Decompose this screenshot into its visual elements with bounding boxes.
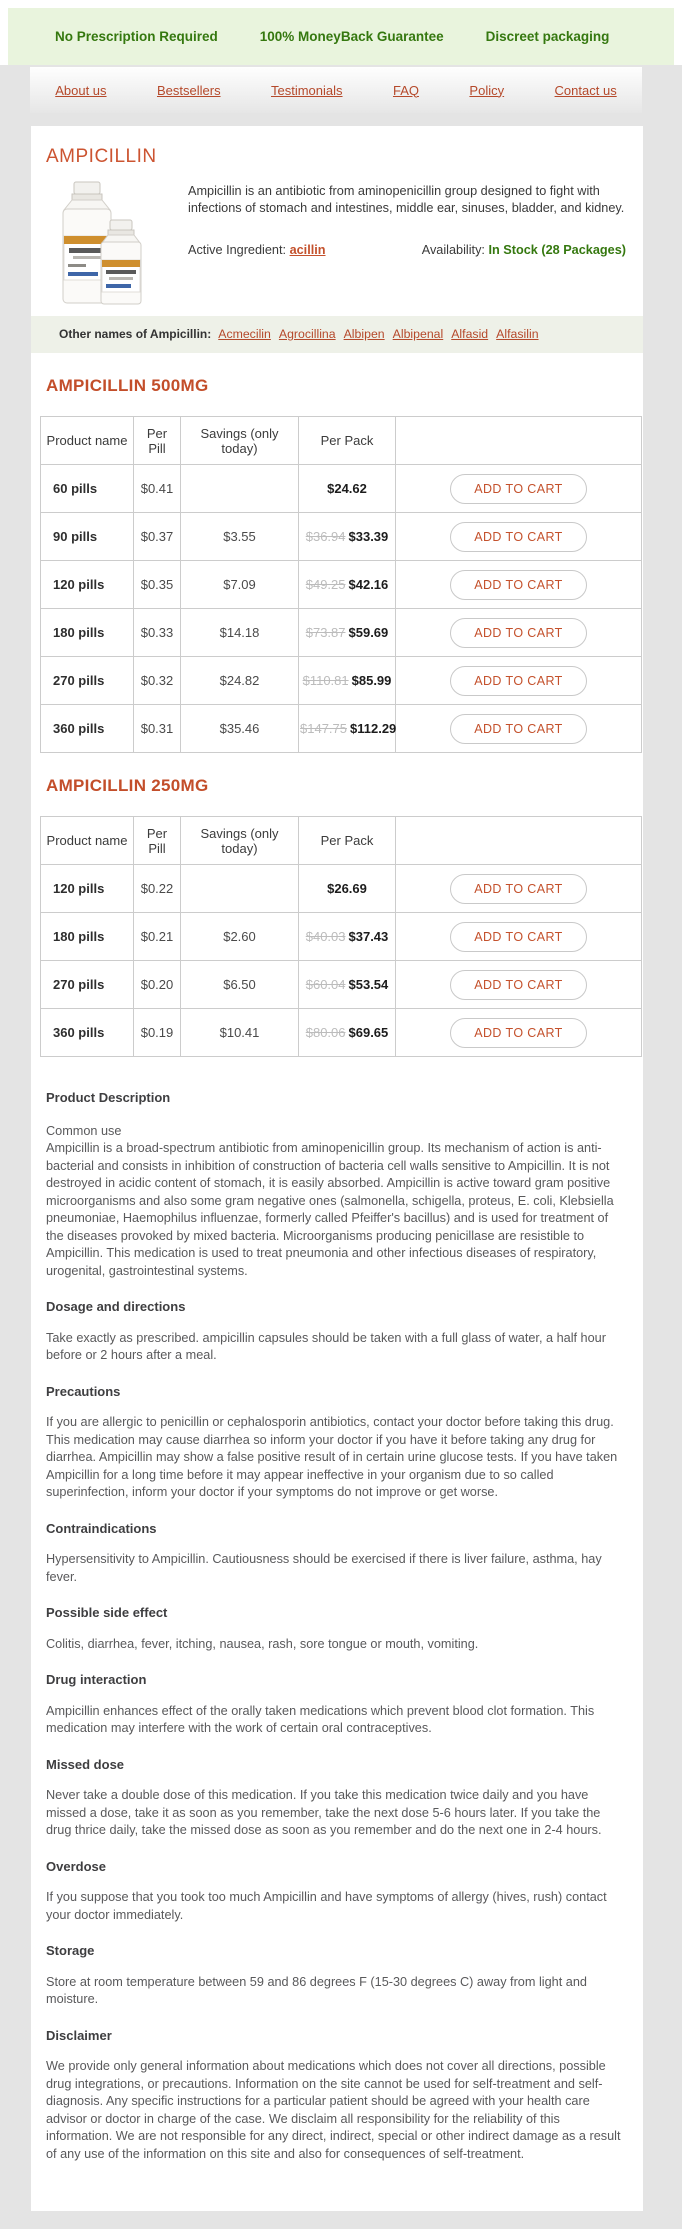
other-name-link-agrocillina[interactable]: Agrocillina (278, 327, 336, 341)
per-pill-cell: $0.21 (134, 913, 181, 961)
info-heading-dosage-and-directions: Dosage and directions (46, 1299, 186, 1314)
per-pill-cell: $0.31 (134, 705, 181, 753)
cart-cell (396, 657, 642, 705)
other-name-link-alfasid[interactable]: Alfasid (451, 327, 489, 341)
current-price: $37.43 (348, 929, 389, 944)
old-price: $40.03 (305, 929, 346, 944)
price-table-row (41, 961, 642, 1009)
price-table-row (41, 705, 642, 753)
add-to-cart-button[interactable]: ADD TO CART (450, 570, 587, 600)
info-section (46, 1123, 628, 1281)
column-header-per-pill: Per Pill (134, 817, 181, 865)
info-section-body: If you suppose that you took too much Ampicillin and have symptoms of allergy (hives, rush) contact your doctor immediately. (46, 1890, 607, 1922)
info-section (46, 1520, 628, 1587)
column-header-per-pill: Per Pill (134, 417, 181, 465)
nav-link-contact-us[interactable]: Contact us (554, 82, 617, 98)
product-description-section (46, 1089, 628, 2163)
info-section (46, 1604, 628, 1653)
pack-size-cell: 90 pills (41, 513, 134, 561)
pack-size-cell: 60 pills (41, 465, 134, 513)
add-to-cart-button[interactable]: ADD TO CART (450, 714, 587, 744)
other-name-link-albipen[interactable]: Albipen (343, 327, 385, 341)
current-price: $33.39 (348, 529, 389, 544)
info-heading-storage: Storage (46, 1943, 95, 1958)
product-overview (46, 180, 628, 306)
info-section-body: We provide only general information about medications which does not cover all directions, possible drug integrations, or precautions. Information on the site cannot be used for self-treatment and self-diagnosis. Any specific instructions for a particular patient should be agreed with your health care advisor or doctor in charge of the case. We disclaim all responsibility for the reliability of this information. We are not responsible for any direct, indirect, special or other indirect damage as a result of any use of the information on this site and also for consequences of self-treatment. (46, 2059, 621, 2161)
column-header-savings-only-today: Savings (only today) (181, 417, 299, 465)
info-heading-disclaimer: Disclaimer (46, 2027, 112, 2043)
price-table-row (41, 513, 642, 561)
old-price: $60.04 (305, 977, 346, 992)
current-price: $53.54 (348, 977, 389, 992)
price-table (40, 816, 642, 1057)
per-pack-cell (299, 961, 396, 1009)
savings-cell (181, 865, 299, 913)
per-pack-cell (299, 657, 396, 705)
other-name-link-acmecilin[interactable]: Acmecilin (218, 327, 271, 341)
price-table-row (41, 657, 642, 705)
savings-cell: $14.18 (181, 609, 299, 657)
savings-cell: $2.60 (181, 913, 299, 961)
savings-cell: $6.50 (181, 961, 299, 1009)
cart-cell (396, 705, 642, 753)
per-pill-cell: $0.19 (134, 1009, 181, 1057)
info-heading-possible-side-effect: Possible side effect (46, 1605, 168, 1620)
per-pill-cell: $0.41 (134, 465, 181, 513)
info-section (46, 1942, 628, 2009)
benefits-bar (8, 8, 674, 65)
product-description-heading: Product Description (46, 1090, 171, 1105)
add-to-cart-button[interactable]: ADD TO CART (450, 474, 587, 504)
current-price: $24.62 (327, 481, 367, 496)
per-pack-cell (299, 609, 396, 657)
info-section-body: Colitis, diarrhea, fever, itching, nausea, rash, sore tongue or mouth, vomiting. (46, 1636, 479, 1651)
info-section (46, 1298, 628, 1365)
availability-value: In Stock (28 Packages) (488, 243, 626, 257)
price-table-row (41, 609, 642, 657)
other-names-bar (31, 316, 643, 353)
other-name-link-albipenal[interactable]: Albipenal (392, 327, 444, 341)
savings-cell (181, 465, 299, 513)
info-section-body: Ampicillin is a broad-spectrum antibiotic from aminopenicillin group. Its mechanism of action is anti-bacterial and consists in inhibition of construction of bacteria cell walls sensitive to Ampicillin. It is not destroyed in acidic content of stomach, it is easily absorbed. Ampicillin is active toward gram positive microorganisms and also some gram negative ones (salmonella, schigella, proteus, E. coli, Klebsiella pneumoniae, Haemophilus influenzae, formerly called Pfeiffer's bacillus) and is used for treatment of the diseases provoked by mixed bacteria. Microorganisms producing penicillase are resistible to Ampicillin. This medication is used to treat pneumonia and other infectious diseases of respiratory, urogenital, gastrointestinal systems. (46, 1141, 614, 1278)
old-price: $73.87 (305, 625, 346, 640)
savings-cell: $24.82 (181, 657, 299, 705)
current-price: $69.65 (348, 1025, 389, 1040)
per-pack-cell (299, 865, 396, 913)
old-price: $36.94 (305, 529, 346, 544)
active-ingredient-label: Active Ingredient: (188, 243, 287, 257)
add-to-cart-button[interactable]: ADD TO CART (450, 922, 587, 952)
nav-link-policy[interactable]: Policy (469, 82, 505, 98)
cart-cell (396, 913, 642, 961)
per-pack-cell (299, 561, 396, 609)
benefit-discreet-packaging: Discreet packaging (485, 29, 610, 44)
pack-size-cell: 180 pills (41, 913, 134, 961)
column-header-product-name: Product name (41, 817, 134, 865)
current-price: $42.16 (348, 577, 389, 592)
per-pill-cell: $0.22 (134, 865, 181, 913)
cart-cell (396, 513, 642, 561)
benefit-no-prescription-required: No Prescription Required (55, 29, 218, 44)
pack-size-cell: 270 pills (41, 961, 134, 1009)
pack-size-cell: 360 pills (41, 1009, 134, 1057)
pack-size-cell: 270 pills (41, 657, 134, 705)
price-table-header-row (41, 817, 642, 865)
price-table-header-row (41, 417, 642, 465)
nav-link-about-us[interactable]: About us (55, 82, 107, 98)
info-heading-overdose: Overdose (46, 1858, 106, 1874)
info-heading-common-use: Common use (46, 1123, 122, 1138)
active-ingredient (188, 243, 326, 257)
current-price: $59.69 (348, 625, 389, 640)
column-header-empty (396, 417, 642, 465)
cart-cell (396, 561, 642, 609)
pack-size-cell: 180 pills (41, 609, 134, 657)
header-banner (0, 0, 682, 65)
per-pill-cell: $0.35 (134, 561, 181, 609)
info-section-body: Ampicillin enhances effect of the orally taken medications which prevent blood clot formation. This medication may interfere with the work of certain oral contraceptives. (46, 1703, 595, 1735)
price-table-row (41, 865, 642, 913)
cart-cell (396, 865, 642, 913)
info-section (46, 1671, 628, 1738)
current-price: $85.99 (351, 673, 392, 688)
per-pack-cell (299, 513, 396, 561)
content-card (31, 126, 643, 2211)
price-table-row (41, 1009, 642, 1057)
info-section-body: If you are allergic to penicillin or cephalosporin antibiotics, contact your doctor before taking this drug. This medication may cause diarrhea so inform your doctor if you have it before taking any drug for diarrhea. Ampicillin may show a false positive result of in certain urine glucose tests. If you have taken Ampicillin for a long time before it may appear ineffective in your organism due to so called superinfection, inform your doctor if your symptoms do not improve or get worse. (46, 1415, 618, 1499)
nav-link-testimonials[interactable]: Testimonials (271, 82, 343, 98)
benefit-100-moneyback-guarantee: 100% MoneyBack Guarantee (259, 29, 444, 44)
column-header-savings-only-today: Savings (only today) (181, 817, 299, 865)
old-price: $49.25 (305, 577, 346, 592)
availability-label: Availability: (421, 243, 485, 257)
column-header-per-pack: Per Pack (299, 417, 396, 465)
savings-cell: $35.46 (181, 705, 299, 753)
price-table-row (41, 465, 642, 513)
add-to-cart-button[interactable]: ADD TO CART (450, 666, 587, 696)
active-ingredient-link[interactable]: acillin (289, 243, 326, 257)
main-nav (30, 67, 642, 113)
other-name-link-alfasilin[interactable]: Alfasilin (496, 327, 539, 341)
add-to-cart-button[interactable]: ADD TO CART (450, 970, 587, 1000)
info-heading-contraindications: Contraindications (46, 1520, 157, 1536)
add-to-cart-button[interactable]: ADD TO CART (450, 618, 587, 648)
per-pill-cell: $0.33 (134, 609, 181, 657)
dosage-block (46, 776, 628, 1057)
info-section-body: Never take a double dose of this medication. If you take this medication twice daily and you have missed a dose, take it as soon as you remember, take the next dose 5-6 hours later. If you take the drug thrice daily, take the missed dose as soon as you remember and do the next one in 2-4 hours. (46, 1788, 602, 1837)
pack-size-cell: 360 pills (41, 705, 134, 753)
savings-cell: $7.09 (181, 561, 299, 609)
dosage-block (46, 376, 628, 753)
per-pack-cell (299, 705, 396, 753)
dosage-heading: AMPICILLIN 500MG (46, 376, 209, 395)
info-section-body: Hypersensitivity to Ampicillin. Cautiousness should be exercised if there is liver failure, asthma, hay fever. (46, 1552, 602, 1584)
info-heading-missed-dose: Missed dose (46, 1756, 125, 1772)
price-table-row (41, 561, 642, 609)
current-price: $112.29 (350, 721, 397, 736)
old-price: $110.81 (302, 673, 349, 688)
product-image (49, 180, 144, 306)
column-header-empty (396, 817, 642, 865)
per-pack-cell (299, 465, 396, 513)
product-summary: Ampicillin is an antibiotic from aminopenicillin group designed to fight with infections of stomach and intestines, middle ear, sinuses, bladder, and kidney. (188, 184, 625, 215)
per-pill-cell: $0.37 (134, 513, 181, 561)
pack-size-cell: 120 pills (41, 865, 134, 913)
info-section-body: Take exactly as prescribed. ampicillin capsules should be taken with a full glass of water, a half hour before or 2 hours after a meal. (46, 1330, 606, 1362)
info-heading-precautions: Precautions (46, 1383, 121, 1399)
nav-link-bestsellers[interactable]: Bestsellers (156, 82, 221, 98)
add-to-cart-button[interactable]: ADD TO CART (450, 874, 587, 904)
info-section-body: Store at room temperature between 59 and 86 degrees F (15-30 degrees C) away from light and moisture. (46, 1974, 587, 2006)
cart-cell (396, 465, 642, 513)
add-to-cart-button[interactable]: ADD TO CART (450, 522, 587, 552)
per-pill-cell: $0.20 (134, 961, 181, 1009)
info-section (46, 1756, 628, 1840)
cart-cell (396, 1009, 642, 1057)
cart-cell (396, 961, 642, 1009)
column-header-product-name: Product name (41, 417, 134, 465)
savings-cell: $3.55 (181, 513, 299, 561)
per-pack-cell (299, 913, 396, 961)
other-names-label: Other names of Ampicillin: (59, 327, 212, 341)
nav-link-faq[interactable]: FAQ (392, 82, 419, 98)
current-price: $26.69 (327, 881, 367, 896)
page-title: AMPICILLIN (46, 146, 157, 167)
pack-size-cell: 120 pills (41, 561, 134, 609)
column-header-per-pack: Per Pack (299, 817, 396, 865)
info-heading-drug-interaction: Drug interaction (46, 1672, 147, 1687)
per-pill-cell: $0.32 (134, 657, 181, 705)
savings-cell: $10.41 (181, 1009, 299, 1057)
price-table-row (41, 913, 642, 961)
cart-cell (396, 609, 642, 657)
availability (422, 243, 626, 257)
info-section (46, 1858, 628, 1925)
add-to-cart-button[interactable]: ADD TO CART (450, 1018, 587, 1048)
old-price: $147.75 (300, 721, 347, 736)
info-section (46, 1383, 628, 1502)
price-table (40, 416, 642, 753)
old-price: $80.06 (305, 1025, 346, 1040)
dosage-heading: AMPICILLIN 250MG (46, 776, 209, 795)
info-section (46, 2027, 628, 2164)
per-pack-cell (299, 1009, 396, 1057)
